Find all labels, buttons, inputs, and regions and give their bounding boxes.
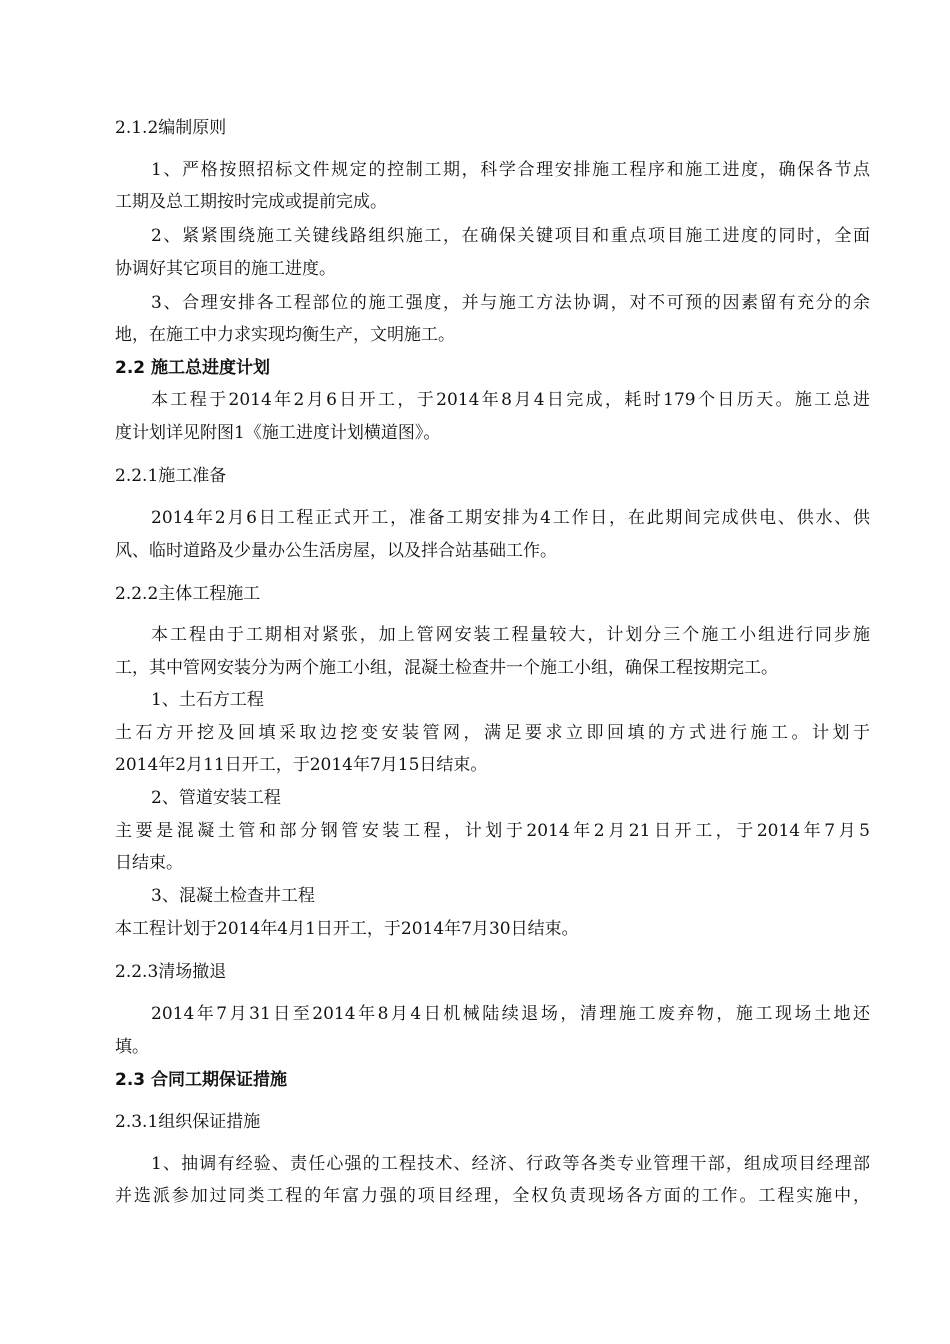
section-heading-2-2-1: 2.2.1施工准备: [115, 466, 227, 486]
paragraph-line: 本工程计划于2014年4月1日开工，于2014年7月30日结束。: [115, 919, 579, 939]
paragraph-line: 填。: [115, 1037, 149, 1057]
section-heading-2-2: 2.2 施工总进度计划: [115, 358, 271, 378]
section-heading-2-2-2: 2.2.2主体工程施工: [115, 584, 261, 604]
paragraph-line: 度计划详见附图1《施工进度计划横道图》。: [115, 423, 441, 443]
paragraph-line: 3、合理安排各工程部位的施工强度，并与施工方法协调，对不可预的因素留有充分的余: [151, 293, 870, 313]
section-heading-2-3: 2.3 合同工期保证措施: [115, 1070, 288, 1090]
paragraph-line: 本工程由于工期相对紧张，加上管网安装工程量较大，计划分三个施工小组进行同步施: [151, 625, 870, 645]
paragraph-line: 2、紧紧围绕施工关键线路组织施工，在确保关键项目和重点项目施工进度的同时，全面: [151, 226, 870, 246]
paragraph-line: 2014年2月11日开工，于2014年7月15日结束。: [115, 755, 488, 775]
paragraph-line: 日结束。: [115, 853, 183, 873]
paragraph-line: 工期及总工期按时完成或提前完成。: [115, 192, 387, 212]
paragraph-line: 主要是混凝土管和部分钢管安装工程，计划于2014年2月21日开工，于2014年7月5: [115, 821, 870, 841]
paragraph-line: 2014年7月31日至2014年8月4日机械陆续退场，清理施工废弃物，施工现场土地还: [151, 1004, 870, 1024]
paragraph-line: 土石方开挖及回填采取边挖变安装管网，满足要求立即回填的方式进行施工。计划于: [115, 723, 870, 743]
paragraph-line: 协调好其它项目的施工进度。: [115, 259, 336, 279]
section-heading-2-3-1: 2.3.1组织保证措施: [115, 1112, 261, 1132]
list-item-title: 2、管道安装工程: [151, 788, 281, 808]
paragraph-line: 并选派参加过同类工程的年富力强的项目经理，全权负责现场各方面的工作。工程实施中，: [115, 1186, 870, 1206]
list-item-title: 1、土石方工程: [151, 690, 264, 710]
paragraph-line: 地，在施工中力求实现均衡生产，文明施工。: [115, 325, 455, 345]
list-item-title: 3、混凝土检查井工程: [151, 886, 315, 906]
section-heading-2-2-3: 2.2.3清场撤退: [115, 962, 227, 982]
paragraph-line: 工，其中管网安装分为两个施工小组，混凝土检查井一个施工小组，确保工程按期完工。: [115, 658, 778, 678]
paragraph-line: 2014年2月6日工程正式开工，准备工期安排为4工作日，在此期间完成供电、供水、供: [151, 508, 870, 528]
section-heading-2-1-2: 2.1.2编制原则: [115, 118, 227, 138]
paragraph-line: 1、严格按照招标文件规定的控制工期，科学合理安排施工程序和施工进度，确保各节点: [151, 160, 870, 180]
paragraph-line: 风、临时道路及少量办公生活房屋，以及拌合站基础工作。: [115, 541, 557, 561]
paragraph-line: 本工程于2014年2月6日开工，于2014年8月4日完成，耗时179个日历天。施工总进: [151, 390, 870, 410]
paragraph-line: 1、抽调有经验、责任心强的工程技术、经济、行政等各类专业管理干部，组成项目经理部: [151, 1154, 870, 1174]
